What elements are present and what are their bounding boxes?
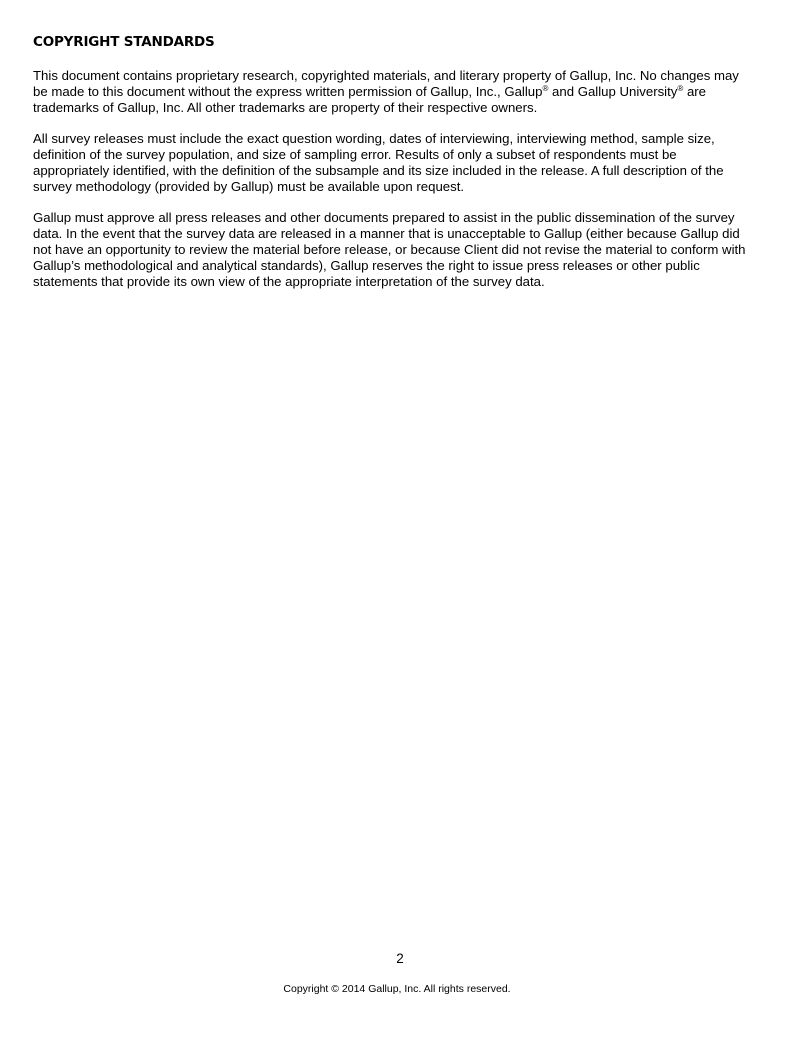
page-number: 2 [396, 951, 404, 966]
paragraph-survey-releases: All survey releases must include the exact question wording, dates of interviewing, interviewing method, sample size, definition of the survey population, and size of sampling error. Results of only a subset of respondents must be appropriately identified, with the definition of the subsample and its size included in the release. A full description of the survey methodology (provided by Gallup) must be available upon request. [33, 131, 724, 194]
paragraph-trademarks-text-2: and Gallup University [548, 84, 678, 99]
section-heading: COPYRIGHT STANDARDS [33, 34, 215, 50]
registered-mark: ® [542, 84, 549, 93]
paragraph-trademarks-text-1: This document contains proprietary research, copyrighted materials, and literary property of Gallup, Inc. No changes may be made to this document without the express written permission of Gallup, Inc., Gallup [33, 68, 739, 99]
paragraph-press-approval: Gallup must approve all press releases and other documents prepared to assist in the public dissemination of the survey data. In the event that the survey data are released in a manner that is unacceptable to Gallup (either because Gallup did not have an opportunity to review the material before release, or because Client did not revise the material to conform with Gallup’s methodological and analytical standards), Gallup reserves the right to issue press releases or other public statements that provide its own view of the appropriate interpretation of the survey data. [33, 210, 746, 289]
registered-mark: ® [677, 84, 684, 93]
copyright-footer: Copyright © 2014 Gallup, Inc. All rights reserved. [283, 983, 511, 995]
paragraph-trademarks [33, 68, 753, 116]
paragraph-trademarks-text-3: are trademarks of Gallup, Inc. All other trademarks are property of their respective owners. [33, 84, 707, 115]
